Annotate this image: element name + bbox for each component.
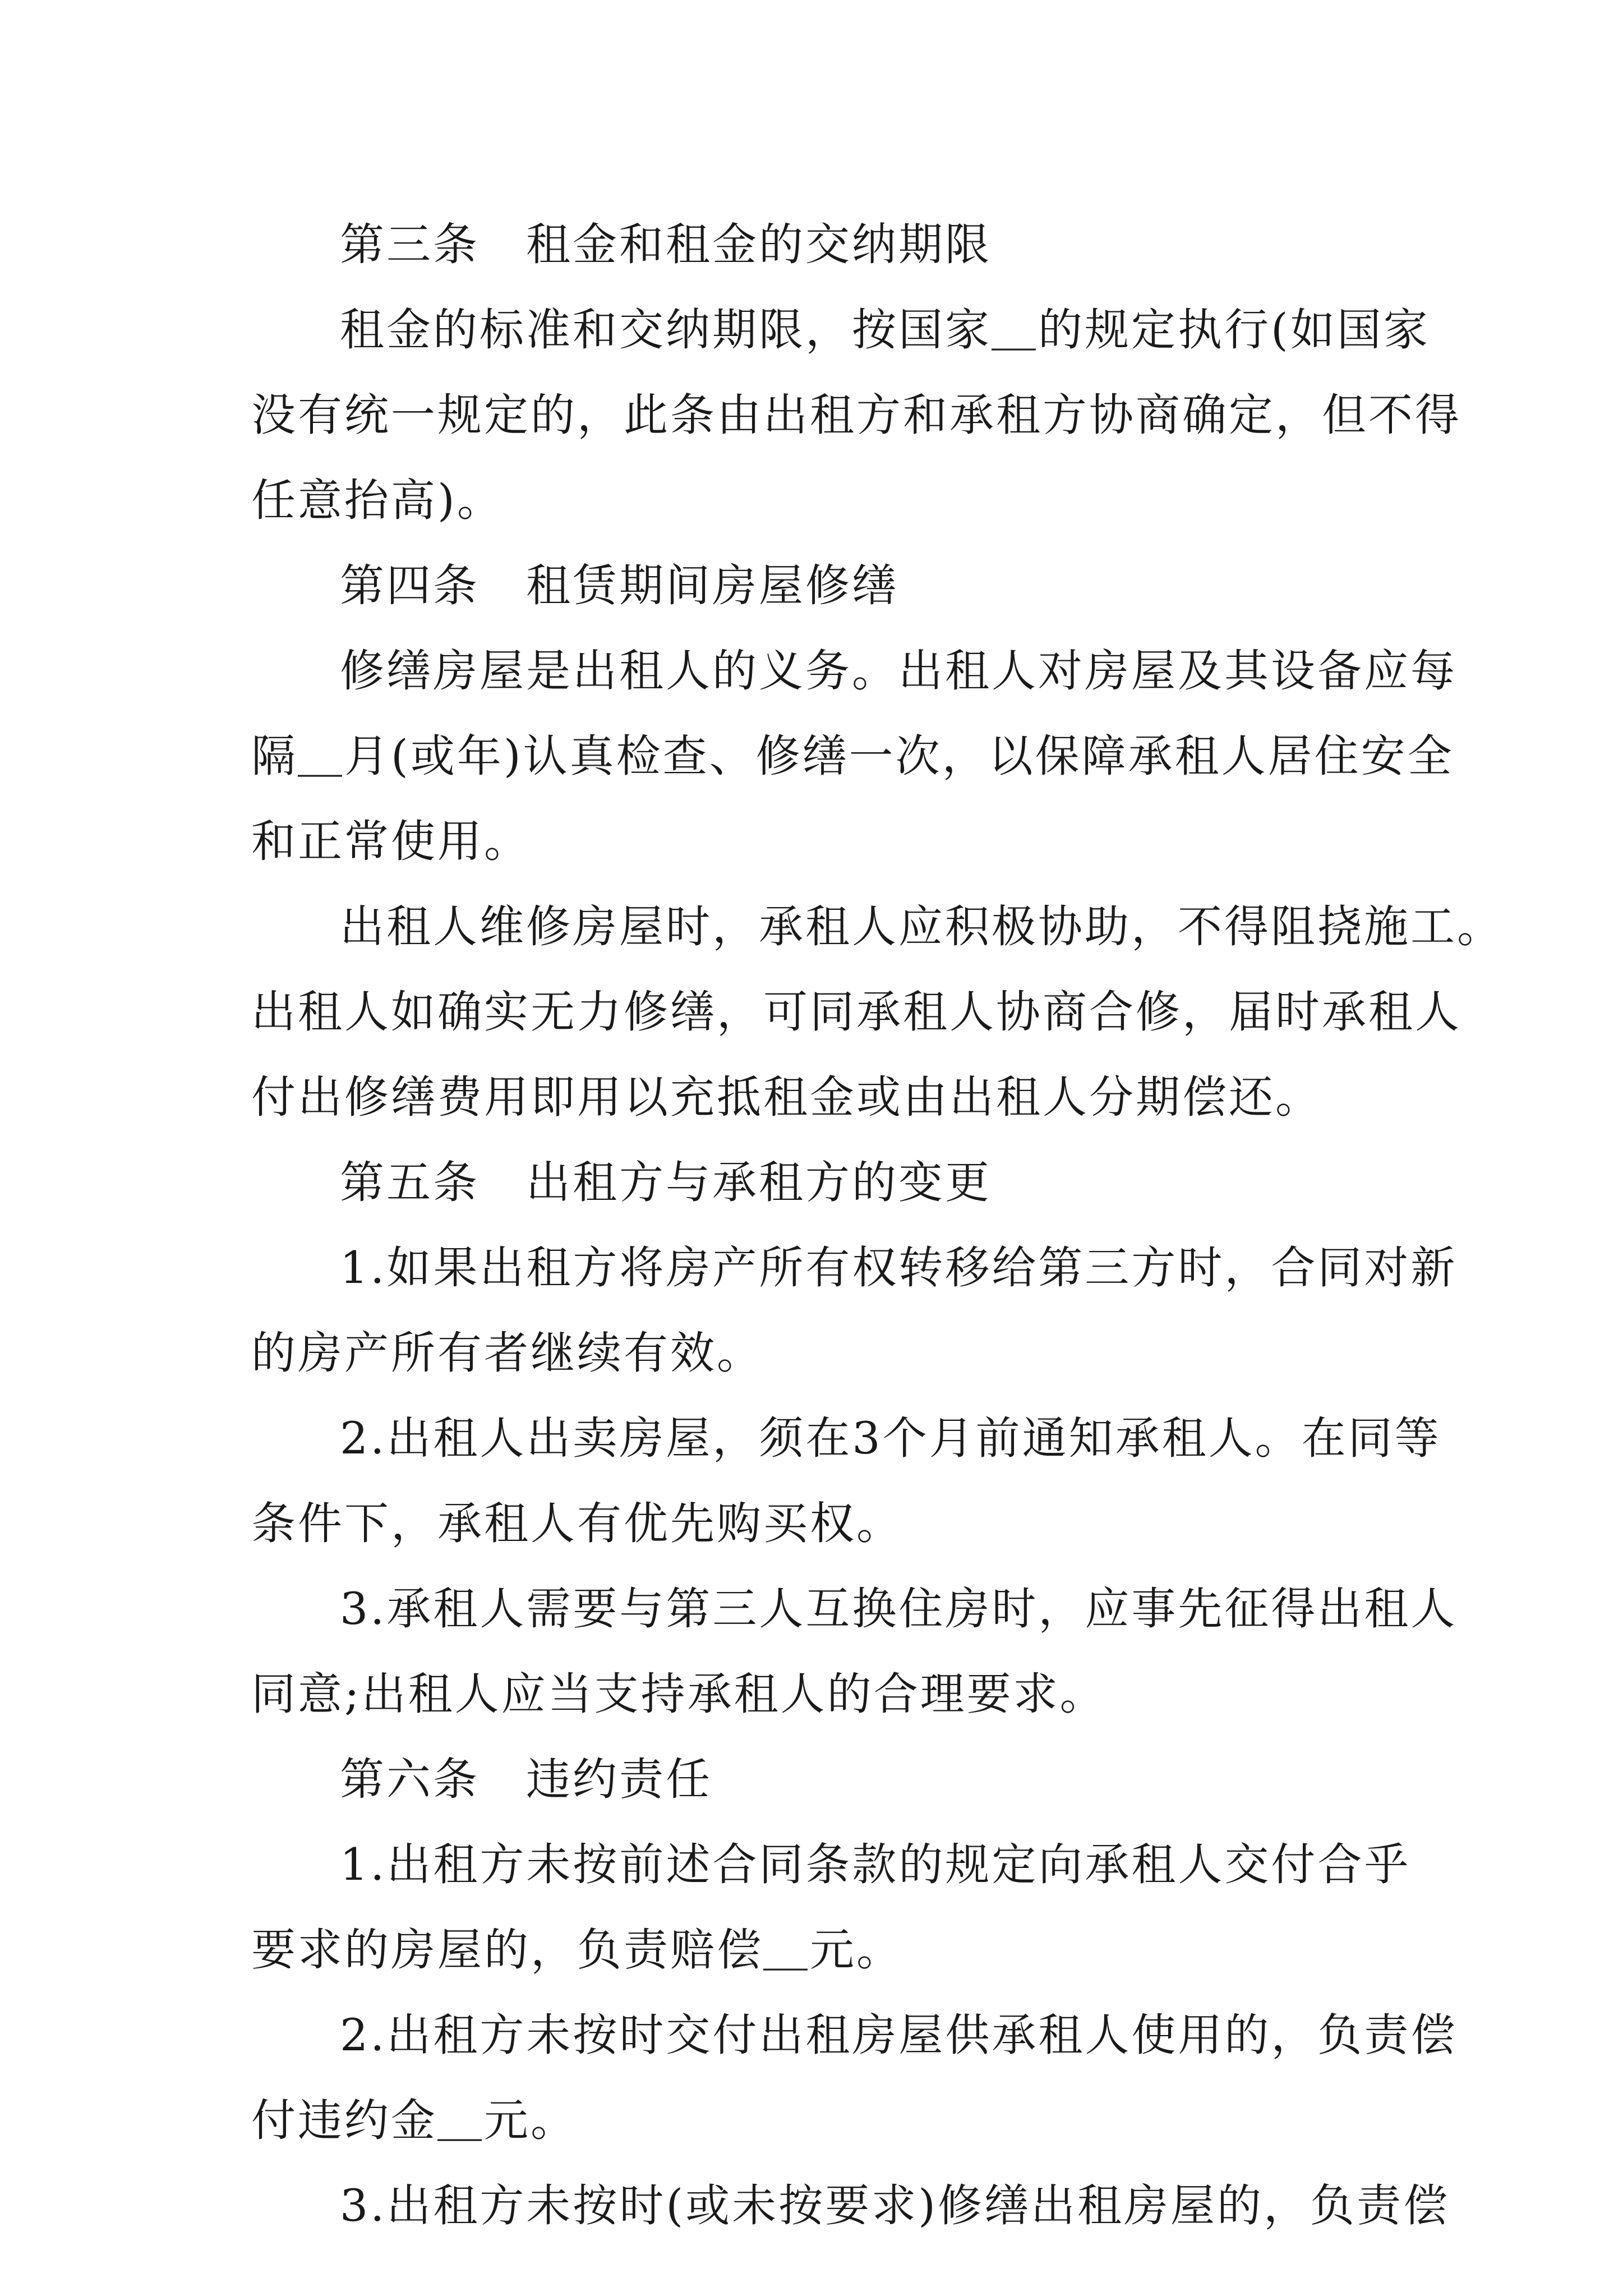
paragraph-line: 付出修缮费用即用以充抵租金或由出租人分期偿还。	[251, 1071, 1322, 1123]
article-3-heading: 第三条 租金和租金的交纳期限	[340, 219, 992, 270]
paragraph-line: 1.出租方未按前述合同条款的规定向承租人交付合乎	[340, 1839, 1411, 1890]
paragraph-line: 1.如果出租方将房产所有权转移给第三方时，合同对新	[340, 1242, 1458, 1294]
article-5-heading: 第五条 出租方与承租方的变更	[340, 1157, 992, 1208]
paragraph-line: 要求的房屋的，负责赔偿＿元。	[251, 1924, 903, 1976]
article-4-heading: 第四条 租赁期间房屋修缮	[340, 560, 898, 611]
paragraph-line: 的房产所有者继续有效。	[251, 1327, 763, 1379]
paragraph-line: 出租人维修房屋时，承租人应积极协助，不得阻挠施工。	[340, 901, 1504, 953]
paragraph-line: 出租人如确实无力修缮，可同承租人协商合修，届时承租人	[251, 986, 1461, 1038]
paragraph-line: 任意抬高)。	[251, 475, 504, 526]
article-6-heading: 第六条 违约责任	[340, 1754, 712, 1805]
paragraph-line: 同意;出租人应当支持承租人的合理要求。	[251, 1668, 1106, 1720]
paragraph-line: 条件下，承租人有优先购买权。	[251, 1498, 903, 1549]
paragraph-line: 付违约金＿元。	[251, 2095, 577, 2146]
paragraph-line: 2.出租方未按时交付出租房屋供承租人使用的，负责偿	[340, 2009, 1458, 2061]
paragraph-line: 修缮房屋是出租人的义务。出租人对房屋及其设备应每	[340, 645, 1457, 697]
paragraph-line: 2.出租人出卖房屋，须在3个月前通知承租人。在同等	[340, 1412, 1441, 1464]
paragraph-line: 隔＿月(或年)认真检查、修缮一次，以保障承租人居住安全	[251, 730, 1454, 782]
paragraph-line: 和正常使用。	[251, 816, 531, 867]
paragraph-line: 3.承租人需要与第三人互换住房时，应事先征得出租人	[340, 1583, 1458, 1635]
paragraph-line: 租金的标准和交纳期限，按国家＿的规定执行(如国家	[340, 304, 1430, 356]
paragraph-line: 没有统一规定的，此条由出租方和承租方协商确定，但不得	[251, 389, 1461, 441]
document-page	[251, 202, 1504, 2248]
paragraph-line: 3.出租方未按时(或未按要求)修缮出租房屋的，负责偿	[340, 2180, 1450, 2231]
